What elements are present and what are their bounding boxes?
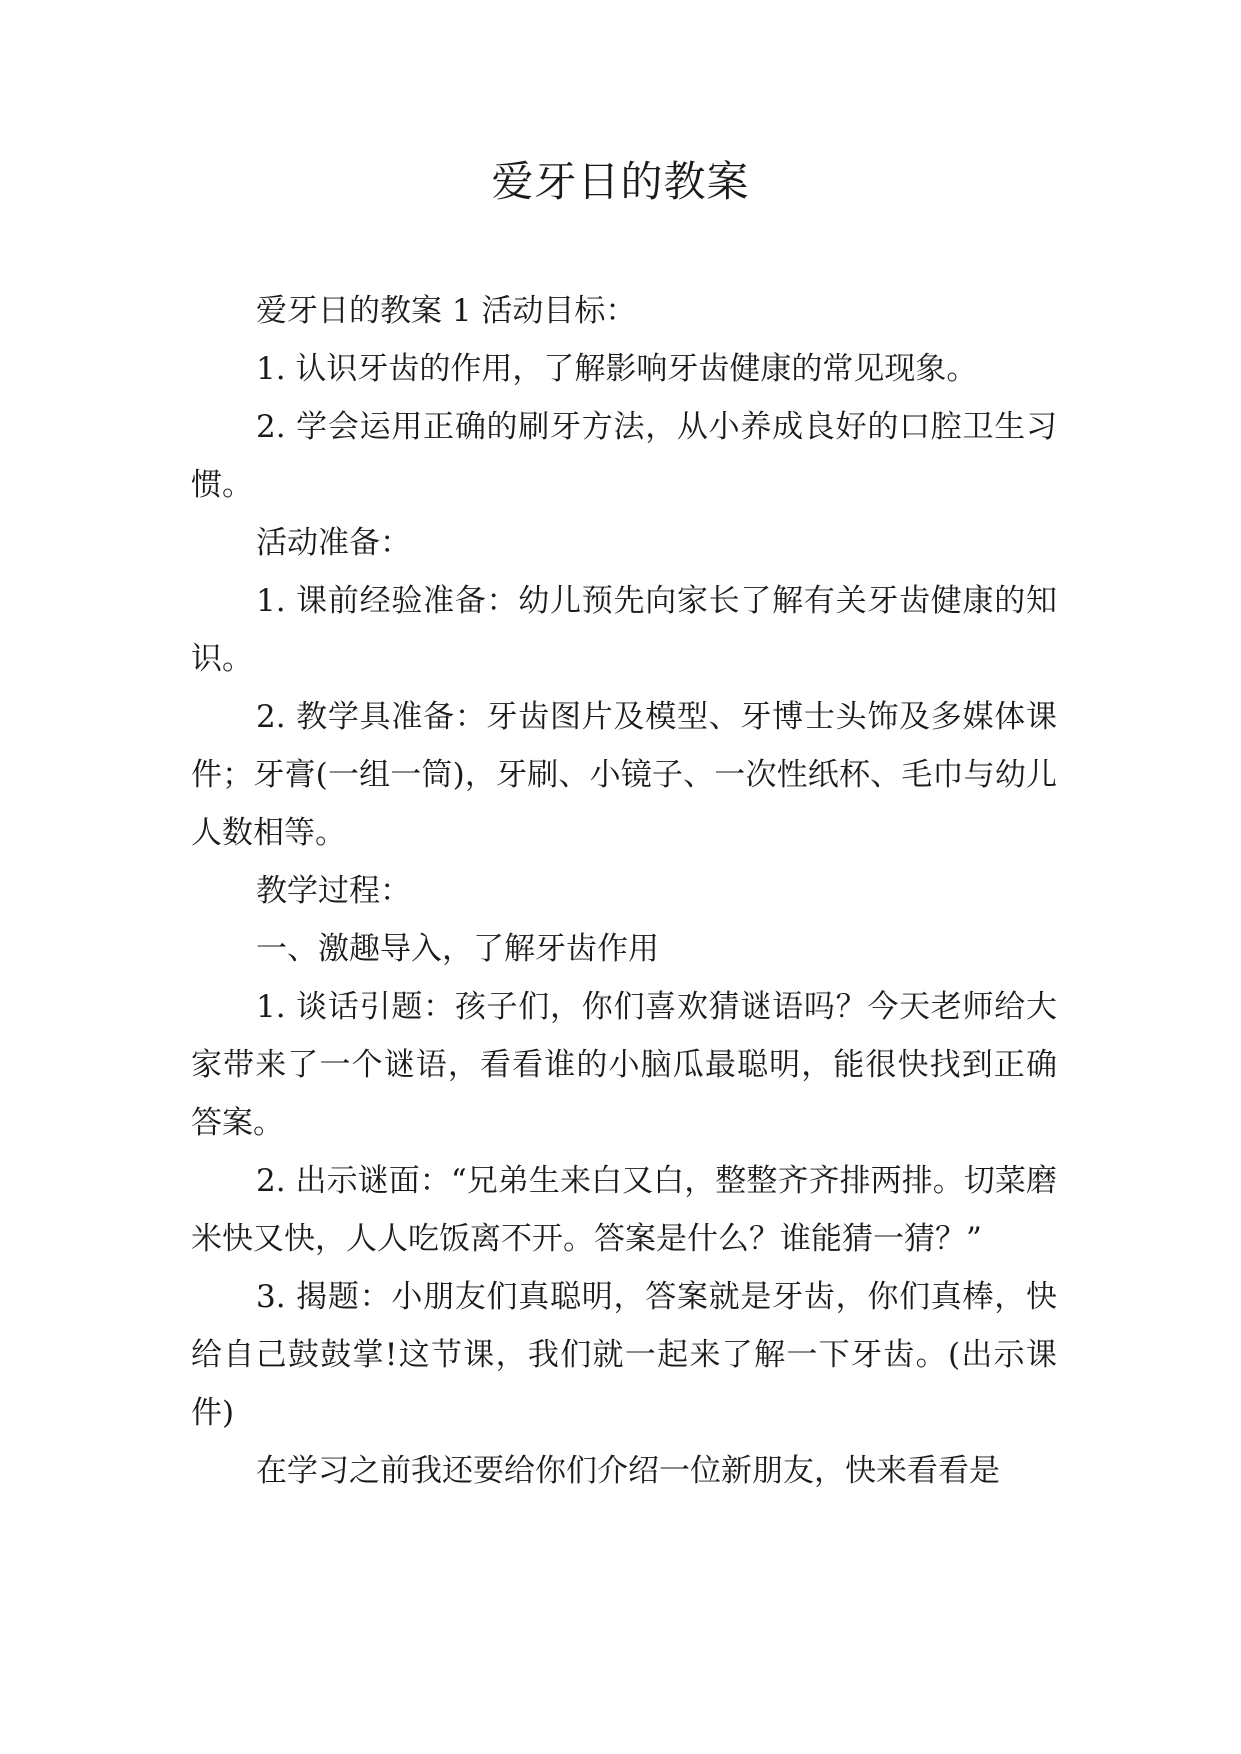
- paragraph-goal-1: 1. 认识牙齿的作用，了解影响牙齿健康的常见现象。: [256, 351, 978, 387]
- paragraph-section-1-heading: 一、激趣导入，了解牙齿作用: [256, 931, 659, 967]
- paragraph-step-2: 2. 出示谜面：“兄弟生来白又白，整整齐齐排两排。切菜磨米快又快，人人吃饭离不开。答案是什么？谁能猜一猜？”: [191, 1163, 1057, 1257]
- paragraph-prep-1: 1. 课前经验准备：幼儿预先向家长了解有关牙齿健康的知识。: [191, 583, 1057, 677]
- paragraph-step-3: 3. 揭题：小朋友们真聪明，答案就是牙齿，你们真棒，快给自己鼓鼓掌!这节课，我们就一起来了解一下牙齿。(出示课件): [191, 1279, 1057, 1431]
- paragraph-step-1: 1. 谈话引题：孩子们，你们喜欢猜谜语吗？今天老师给大家带来了一个谜语，看看谁的小脑瓜最聪明，能很快找到正确答案。: [191, 989, 1057, 1141]
- paragraph-process-heading: 教学过程：: [256, 873, 411, 909]
- document-title: 爱牙日的教案: [491, 157, 750, 206]
- paragraph-goal-2: 2. 学会运用正确的刷牙方法，从小养成良好的口腔卫生习惯。: [191, 409, 1057, 503]
- document-body: [191, 282, 1057, 1500]
- paragraph-continuation: 在学习之前我还要给你们介绍一位新朋友，快来看看是: [256, 1453, 1000, 1489]
- paragraph-goals-heading: 爱牙日的教案 1 活动目标：: [256, 293, 637, 329]
- paragraph-prep-2: 2. 教学具准备：牙齿图片及模型、牙博士头饰及多媒体课件；牙膏(一组一筒)，牙刷、小镜子、一次性纸杯、毛巾与幼儿人数相等。: [191, 699, 1057, 851]
- paragraph-prep-heading: 活动准备：: [256, 525, 411, 561]
